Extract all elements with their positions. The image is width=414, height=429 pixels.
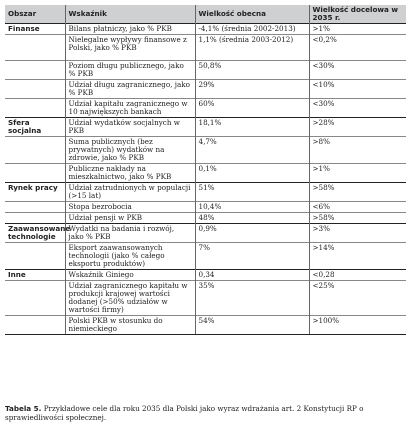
cell-current: 0,9%: [195, 224, 309, 243]
table-row: [5, 243, 406, 270]
table-row: [5, 183, 406, 202]
cell-area: [5, 281, 65, 316]
cell-indicator: Bilans płatniczy, jako % PKB: [65, 24, 195, 35]
cell-target: <10%: [309, 80, 406, 99]
cell-indicator: Poziom długu publicznego, jako % PKB: [65, 61, 195, 80]
cell-indicator: Nielegalne wypływy finansowe z Polski, jako % PKB: [65, 35, 195, 61]
cell-indicator: Polski PKB w stosunku do niemieckiego: [65, 316, 195, 335]
table-row: [5, 99, 406, 118]
table-row: [5, 61, 406, 80]
caption-label: Tabela 5.: [5, 404, 42, 413]
cell-area: Finanse: [5, 24, 65, 35]
cell-area: Inne: [5, 270, 65, 281]
cell-current: 29%: [195, 80, 309, 99]
cell-current: 60%: [195, 99, 309, 118]
cell-indicator: Eksport zaawansowanych technologii (jako % całego eksportu produktów): [65, 243, 195, 270]
cell-current: 48%: [195, 213, 309, 224]
cell-current: 50,8%: [195, 61, 309, 80]
cell-current: 1,1% (średnia 2003-2012): [195, 35, 309, 61]
table-row: [5, 281, 406, 316]
table-row: [5, 164, 406, 183]
table-header-row: [5, 5, 406, 24]
table-row: [5, 270, 406, 281]
cell-current: 4,7%: [195, 137, 309, 164]
table-row: [5, 80, 406, 99]
cell-current: 51%: [195, 183, 309, 202]
cell-target: >14%: [309, 243, 406, 270]
cell-area: Zaawansowane technologie: [5, 224, 65, 243]
cell-target: <0,2%: [309, 35, 406, 61]
cell-target: >3%: [309, 224, 406, 243]
cell-indicator: Wskaźnik Giniego: [65, 270, 195, 281]
cell-indicator: Udział zatrudnionych w populacji (>15 lat): [65, 183, 195, 202]
cell-target: <6%: [309, 202, 406, 213]
cell-target: >28%: [309, 118, 406, 137]
cell-area: [5, 243, 65, 270]
cell-target: >8%: [309, 137, 406, 164]
cell-indicator: Udział kapitału zagranicznego w 10 największych bankach: [65, 99, 195, 118]
cell-current: -4,1% (średnia 2002-2013): [195, 24, 309, 35]
cell-target: <0,28: [309, 270, 406, 281]
cell-indicator: Udział wydatków socjalnych w PKB: [65, 118, 195, 137]
cell-target: >1%: [309, 24, 406, 35]
table-row: [5, 202, 406, 213]
table-row: [5, 213, 406, 224]
table-row: [5, 137, 406, 164]
cell-area: [5, 35, 65, 61]
cell-current: 54%: [195, 316, 309, 335]
cell-target: <25%: [309, 281, 406, 316]
cell-indicator: Udział pensji w PKB: [65, 213, 195, 224]
cell-area: [5, 164, 65, 183]
table-body: [5, 24, 406, 335]
table-row: [5, 316, 406, 335]
cell-current: 18,1%: [195, 118, 309, 137]
cell-indicator: Udział zagranicznego kapitału w produkcji krajowej wartości dodanej (>50% udziałów w wartości firmy): [65, 281, 195, 316]
cell-target: >58%: [309, 213, 406, 224]
cell-area: [5, 61, 65, 80]
cell-area: [5, 99, 65, 118]
cell-target: <30%: [309, 61, 406, 80]
cell-area: Sfera socjalna: [5, 118, 65, 137]
cell-indicator: Stopa bezrobocia: [65, 202, 195, 213]
cell-area: Rynek pracy: [5, 183, 65, 202]
cell-target: >58%: [309, 183, 406, 202]
cell-area: [5, 316, 65, 335]
cell-current: 0,34: [195, 270, 309, 281]
table-row: [5, 118, 406, 137]
cell-indicator: Wydatki na badania i rozwój, jako % PKB: [65, 224, 195, 243]
table-caption: [5, 404, 405, 422]
header-current-value: Wielkość obecna: [195, 5, 309, 24]
cell-indicator: Udział długu zagranicznego, jako % PKB: [65, 80, 195, 99]
cell-current: 0,1%: [195, 164, 309, 183]
cell-current: 10,4%: [195, 202, 309, 213]
header-indicator: Wskaźnik: [65, 5, 195, 24]
cell-area: [5, 202, 65, 213]
header-target-value: Wielkość docelowa w 2035 r.: [309, 5, 406, 24]
cell-target: <30%: [309, 99, 406, 118]
cell-target: >1%: [309, 164, 406, 183]
cell-area: [5, 80, 65, 99]
cell-indicator: Publiczne nakłady na mieszkalnictwo, jako % PKB: [65, 164, 195, 183]
cell-area: [5, 213, 65, 224]
goals-table: [5, 5, 406, 335]
table-row: [5, 35, 406, 61]
cell-current: 7%: [195, 243, 309, 270]
table-row: [5, 24, 406, 35]
header-area: Obszar: [5, 5, 65, 24]
table-row: [5, 224, 406, 243]
cell-current: 35%: [195, 281, 309, 316]
cell-target: >100%: [309, 316, 406, 335]
cell-indicator: Suma publicznych (bez prywatnych) wydatków na zdrowie, jako % PKB: [65, 137, 195, 164]
caption-text: Przykładowe cele dla roku 2035 dla Polski jako wyraz wdrażania art. 2 Konstytucji RP o sprawiedliwości społecznej.: [5, 404, 364, 422]
cell-area: [5, 137, 65, 164]
